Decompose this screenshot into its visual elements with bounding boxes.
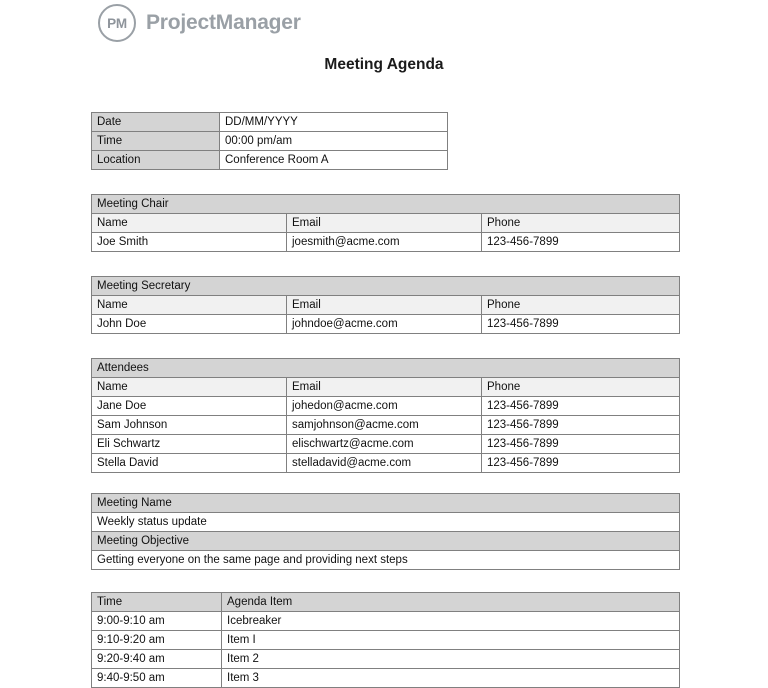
attendee-phone: 123-456-7899 [482, 454, 680, 473]
agenda-item: Item 2 [222, 650, 680, 669]
attendee-name: Stella David [92, 454, 287, 473]
column-header-agenda-item: Agenda Item [222, 593, 680, 612]
table-row [92, 650, 680, 669]
table-header-row [92, 378, 680, 397]
table-row [92, 132, 448, 151]
column-header-email: Email [287, 214, 482, 233]
attendee-phone: 123-456-7899 [482, 435, 680, 454]
table-row [92, 315, 680, 334]
secretary-email: johndoe@acme.com [287, 315, 482, 334]
agenda-time: 9:00-9:10 am [92, 612, 222, 631]
meeting-objective-header: Meeting Objective [92, 532, 680, 551]
table-header-row [92, 214, 680, 233]
attendee-email: johedon@acme.com [287, 397, 482, 416]
table-row [92, 612, 680, 631]
table-row [92, 397, 680, 416]
agenda-item: Item I [222, 631, 680, 650]
table-title-row [92, 494, 680, 513]
meeting-secretary-title: Meeting Secretary [92, 277, 680, 296]
table-header-row [92, 296, 680, 315]
detail-value-location: Conference Room A [220, 151, 448, 170]
detail-label-date: Date [92, 113, 220, 132]
column-header-email: Email [287, 296, 482, 315]
column-header-time: Time [92, 593, 222, 612]
agenda-item: Item 3 [222, 669, 680, 688]
attendee-phone: 123-456-7899 [482, 416, 680, 435]
table-header-row [92, 593, 680, 612]
attendee-name: Sam Johnson [92, 416, 287, 435]
column-header-phone: Phone [482, 214, 680, 233]
column-header-name: Name [92, 296, 287, 315]
table-row [92, 669, 680, 688]
chair-phone: 123-456-7899 [482, 233, 680, 252]
table-title-row [92, 277, 680, 296]
attendee-phone: 123-456-7899 [482, 397, 680, 416]
table-title-row [92, 359, 680, 378]
agenda-time: 9:40-9:50 am [92, 669, 222, 688]
meeting-name-header: Meeting Name [92, 494, 680, 513]
agenda-item: Icebreaker [222, 612, 680, 631]
attendee-email: elischwartz@acme.com [287, 435, 482, 454]
attendee-name: Eli Schwartz [92, 435, 287, 454]
secretary-name: John Doe [92, 315, 287, 334]
page-title: Meeting Agenda [324, 56, 444, 73]
meeting-info-table [91, 493, 680, 570]
table-row [92, 513, 680, 532]
column-header-phone: Phone [482, 296, 680, 315]
table-row [92, 151, 448, 170]
meeting-name-value: Weekly status update [92, 513, 680, 532]
meeting-objective-value: Getting everyone on the same page and providing next steps [92, 551, 680, 570]
table-row [92, 551, 680, 570]
meeting-chair-title: Meeting Chair [92, 195, 680, 214]
meeting-secretary-table [91, 276, 680, 334]
table-row [92, 631, 680, 650]
meeting-chair-table [91, 194, 680, 252]
attendee-name: Jane Doe [92, 397, 287, 416]
table-title-row [92, 532, 680, 551]
table-row [92, 416, 680, 435]
meeting-details-table [91, 112, 448, 170]
table-title-row [92, 195, 680, 214]
brand-name: ProjectManager [146, 11, 301, 34]
attendee-email: stelladavid@acme.com [287, 454, 482, 473]
attendees-title: Attendees [92, 359, 680, 378]
column-header-phone: Phone [482, 378, 680, 397]
table-row [92, 113, 448, 132]
table-row [92, 435, 680, 454]
detail-value-time: 00:00 pm/am [220, 132, 448, 151]
attendee-email: samjohnson@acme.com [287, 416, 482, 435]
column-header-name: Name [92, 378, 287, 397]
agenda-time: 9:20-9:40 am [92, 650, 222, 669]
secretary-phone: 123-456-7899 [482, 315, 680, 334]
table-row [92, 454, 680, 473]
brand-mark-text: PM [107, 15, 127, 31]
table-row [92, 233, 680, 252]
project-manager-circle-icon [98, 4, 136, 42]
column-header-email: Email [287, 378, 482, 397]
detail-value-date: DD/MM/YYYY [220, 113, 448, 132]
agenda-table [91, 592, 680, 688]
chair-email: joesmith@acme.com [287, 233, 482, 252]
attendees-table [91, 358, 680, 473]
chair-name: Joe Smith [92, 233, 287, 252]
brand-logo [98, 4, 301, 42]
detail-label-time: Time [92, 132, 220, 151]
column-header-name: Name [92, 214, 287, 233]
detail-label-location: Location [92, 151, 220, 170]
agenda-time: 9:10-9:20 am [92, 631, 222, 650]
